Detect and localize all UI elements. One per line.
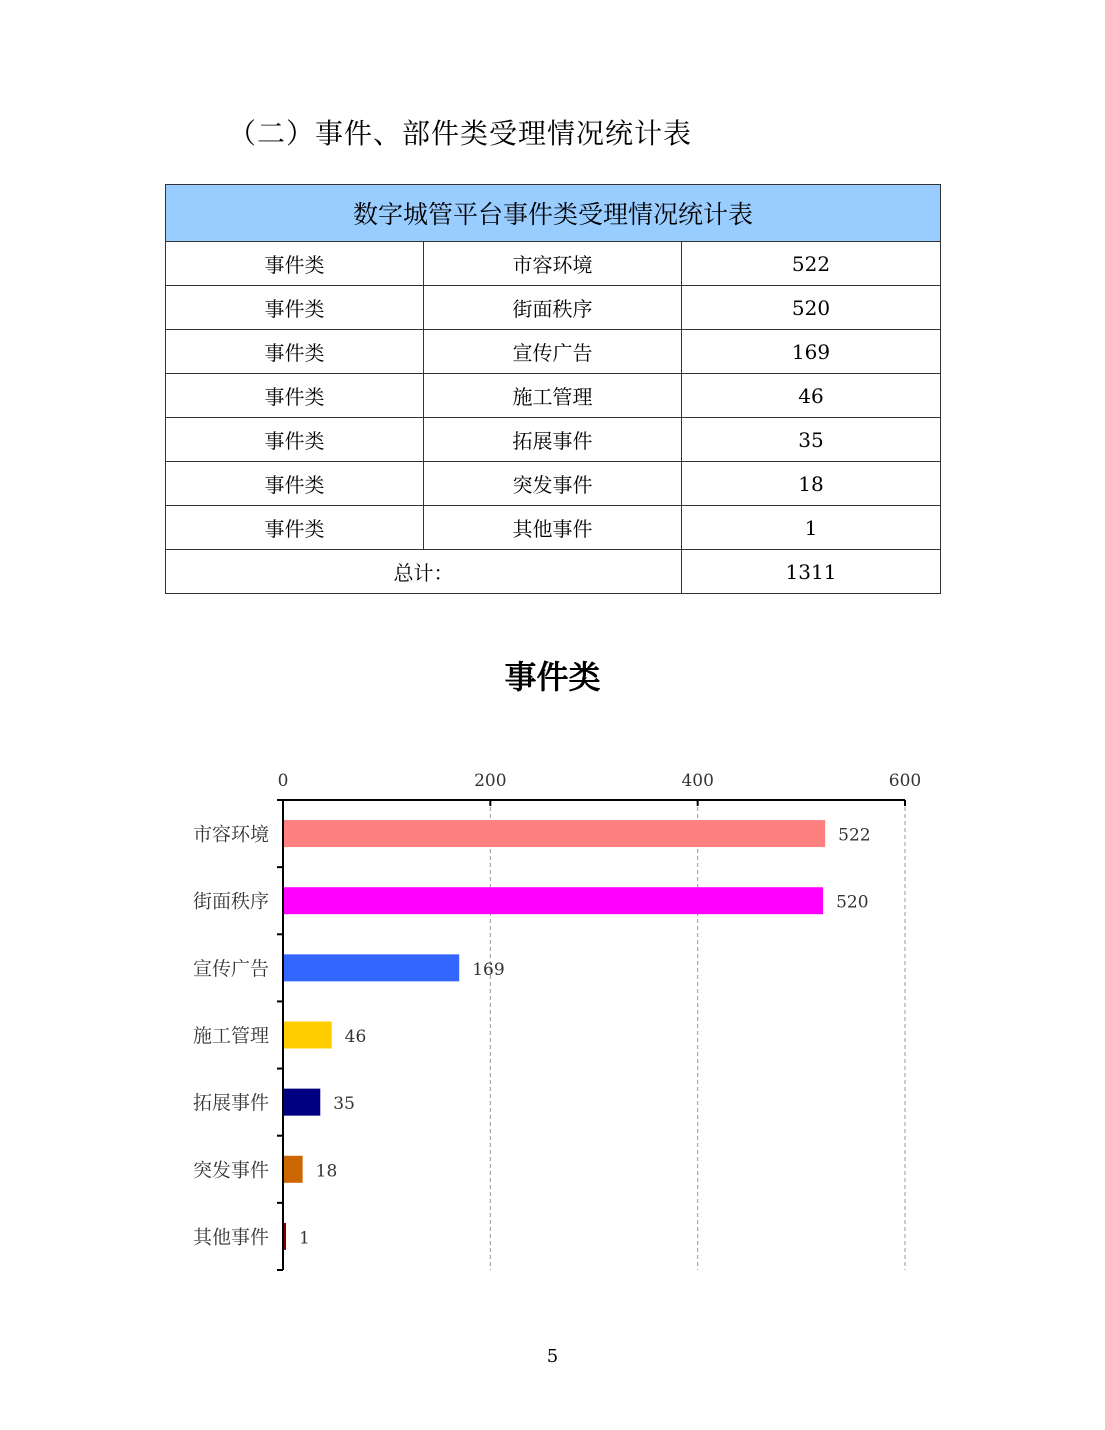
- stats-table: [165, 184, 941, 594]
- cell-item: 拓展事件: [424, 418, 682, 462]
- table-row: [166, 418, 941, 462]
- table-row: [166, 374, 941, 418]
- x-tick-label: 400: [681, 771, 714, 791]
- bar: [284, 820, 825, 847]
- cell-count: 1: [682, 506, 941, 550]
- cell-item: 街面秩序: [424, 286, 682, 330]
- cell-item: 市容环境: [424, 242, 682, 286]
- bar: [284, 954, 459, 981]
- data-label: 169: [472, 959, 505, 980]
- cell-count: 35: [682, 418, 941, 462]
- section-heading: （二）事件、部件类受理情况统计表: [228, 117, 693, 150]
- x-tick-label: 0: [277, 771, 289, 791]
- bar: [284, 1089, 320, 1116]
- cell-category: 事件类: [166, 462, 424, 506]
- cell-count: 46: [682, 374, 941, 418]
- data-label: 46: [344, 1027, 367, 1047]
- table-row: [166, 462, 941, 506]
- data-label: 18: [315, 1161, 338, 1182]
- chart-title: 事件类: [504, 658, 601, 696]
- cell-count: 522: [682, 242, 941, 286]
- x-tick-label: 200: [474, 771, 507, 791]
- x-tick-label: 600: [888, 771, 922, 791]
- table-row: [166, 242, 941, 286]
- data-label: 522: [838, 825, 871, 846]
- table-row: [166, 506, 941, 550]
- bar: [284, 1022, 332, 1049]
- cell-category: 事件类: [166, 286, 424, 330]
- category-label: 拓展事件: [192, 1092, 269, 1115]
- total-value: 1311: [682, 550, 941, 594]
- cell-item: 突发事件: [424, 462, 682, 506]
- table-total-row: [166, 550, 941, 594]
- data-label: 520: [836, 892, 869, 913]
- cell-category: 事件类: [166, 374, 424, 418]
- bar: [284, 887, 823, 914]
- cell-item: 施工管理: [424, 374, 682, 418]
- cell-count: 520: [682, 286, 941, 330]
- total-label: 总计：: [166, 550, 682, 594]
- table-row: [166, 330, 941, 374]
- category-label: 街面秩序: [192, 890, 269, 913]
- category-label: 施工管理: [192, 1025, 269, 1047]
- bar: [284, 1223, 286, 1250]
- data-label: 1: [299, 1228, 310, 1249]
- category-label: 宣传广告: [192, 957, 269, 980]
- table-title: 数字城管平台事件类受理情况统计表: [166, 185, 941, 242]
- category-label: 突发事件: [192, 1159, 269, 1182]
- cell-item: 宣传广告: [424, 330, 682, 374]
- cell-category: 事件类: [166, 418, 424, 462]
- cell-category: 事件类: [166, 506, 424, 550]
- data-label: 35: [333, 1094, 355, 1115]
- category-label: 其他事件: [192, 1226, 269, 1249]
- cell-item: 其他事件: [424, 506, 682, 550]
- category-label: 市容环境: [192, 823, 269, 846]
- page-number: 5: [546, 1346, 559, 1367]
- bar-chart: [0, 740, 1105, 1300]
- cell-category: 事件类: [166, 330, 424, 374]
- cell-count: 18: [682, 462, 941, 506]
- cell-category: 事件类: [166, 242, 424, 286]
- cell-count: 169: [682, 330, 941, 374]
- bar: [284, 1156, 303, 1183]
- table-row: [166, 286, 941, 330]
